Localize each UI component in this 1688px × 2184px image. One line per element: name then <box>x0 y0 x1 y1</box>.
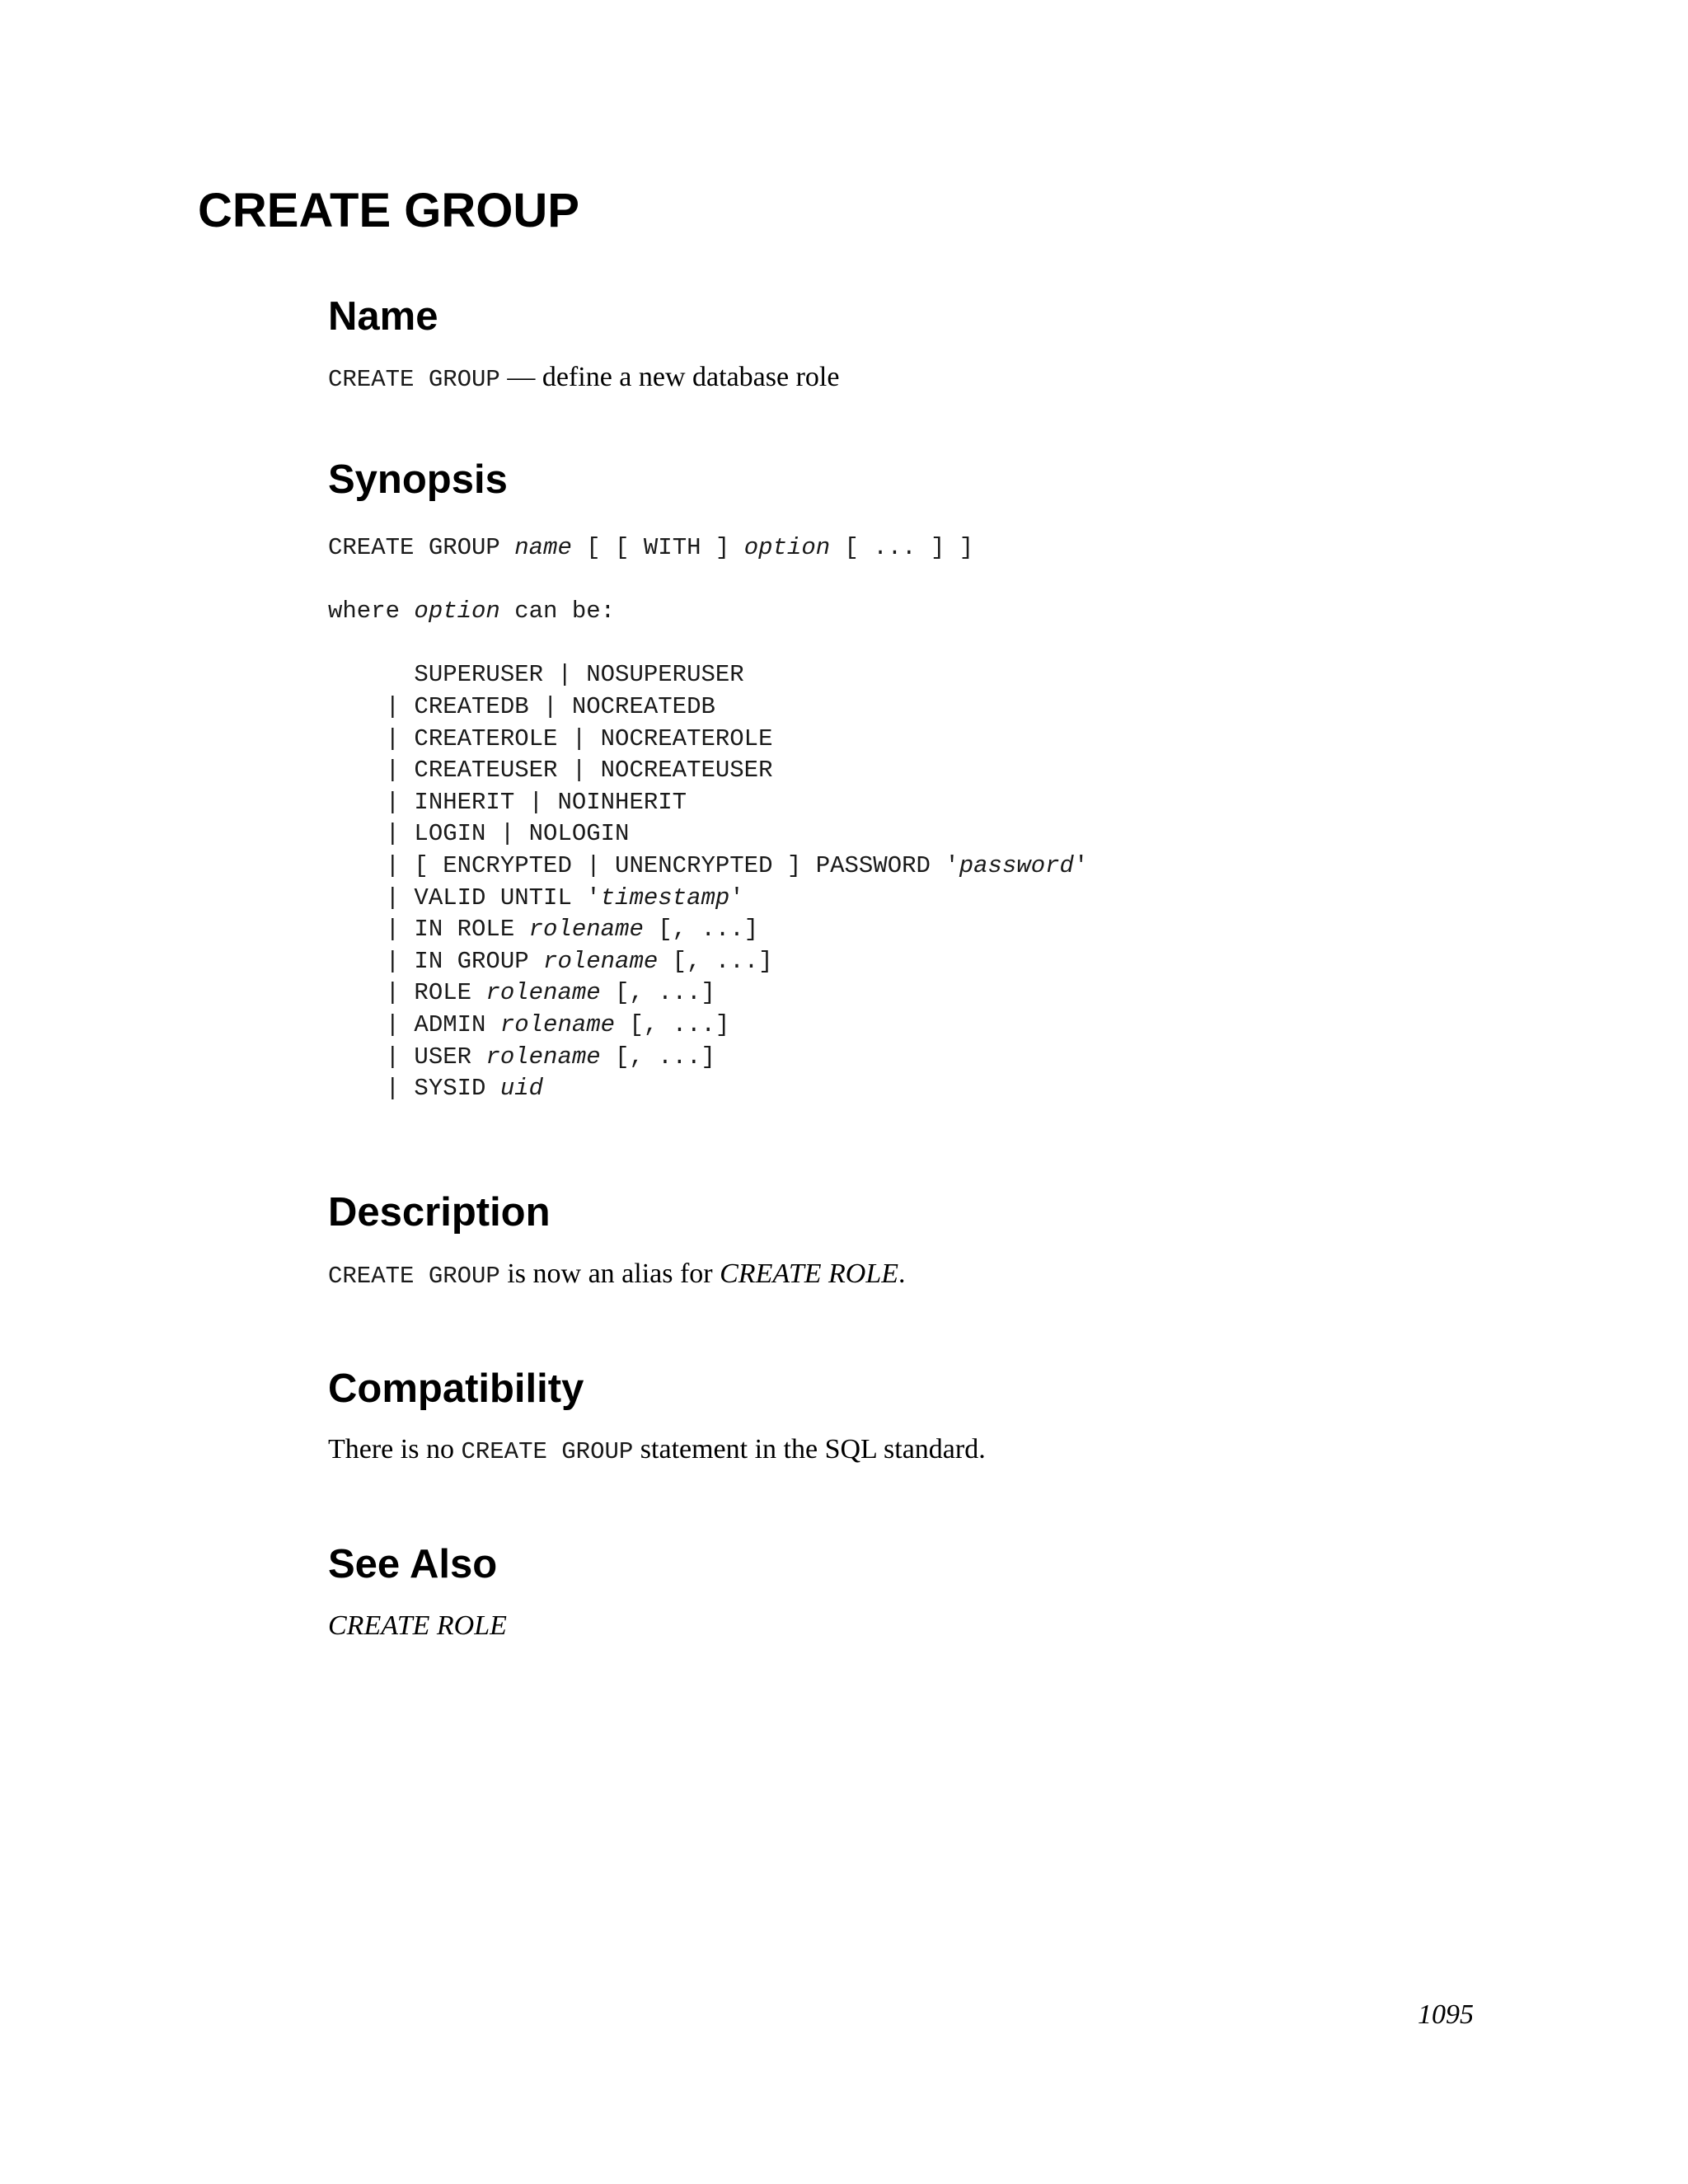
code-text: [ [ WITH ] <box>571 534 744 561</box>
create-role-link[interactable]: CREATE ROLE <box>720 1258 899 1289</box>
code-placeholder: option <box>743 534 831 561</box>
name-heading: Name <box>328 294 438 339</box>
synopsis-option-line <box>328 884 744 912</box>
code-text: | VALID UNTIL ' <box>328 883 601 912</box>
see-also-text <box>328 1607 507 1645</box>
code-placeholder: rolename <box>543 947 659 975</box>
synopsis-option-line <box>328 1043 715 1071</box>
synopsis-option-line: | LOGIN | NOLOGIN <box>328 820 630 848</box>
code-text: [, ...] <box>658 947 773 975</box>
synopsis-option-line <box>328 852 1088 879</box>
code-placeholder: rolename <box>528 916 644 944</box>
code-text: [, ...] <box>600 979 715 1007</box>
synopsis-option-line: | CREATEUSER | NOCREATEUSER <box>328 757 773 785</box>
compatibility-text-after: statement in the SQL standard. <box>633 1434 986 1465</box>
code-text: | ROLE <box>328 979 486 1007</box>
code-placeholder: rolename <box>499 1010 616 1038</box>
code-placeholder: timestamp <box>600 883 730 912</box>
code-text: [ ... ] ] <box>830 534 974 561</box>
code-text: | IN ROLE <box>328 916 529 944</box>
name-text: — define a new database role <box>499 362 840 392</box>
code-text: | IN GROUP <box>328 947 544 975</box>
synopsis-option-line <box>328 1011 729 1038</box>
description-text-after: . <box>898 1258 906 1289</box>
synopsis-option-line <box>328 979 715 1006</box>
code-placeholder: name <box>514 534 572 561</box>
synopsis-option-line: | CREATEROLE | NOCREATEROLE <box>328 724 773 752</box>
name-summary <box>328 359 839 399</box>
synopsis-line <box>328 534 973 561</box>
code-text: CREATE GROUP <box>328 534 515 561</box>
name-command: CREATE GROUP <box>328 366 500 393</box>
code-placeholder: rolename <box>485 1043 601 1071</box>
code-text: [, ...] <box>615 1010 730 1038</box>
synopsis-line <box>328 598 615 625</box>
code-text: | ADMIN <box>328 1010 500 1038</box>
synopsis-option-line: SUPERUSER | NOSUPERUSER <box>328 661 744 689</box>
compatibility-text <box>328 1431 986 1471</box>
description-heading: Description <box>328 1190 551 1235</box>
code-text: ' <box>729 883 744 912</box>
compatibility-text-before: There is no <box>328 1434 462 1465</box>
synopsis-blank-line <box>328 630 342 657</box>
description-command: CREATE GROUP <box>328 1263 500 1290</box>
code-text: where <box>328 598 415 626</box>
code-text: can be: <box>499 598 616 626</box>
page-number: 1095 <box>1418 1999 1474 2030</box>
see-also-create-role-link[interactable]: CREATE ROLE <box>328 1610 507 1641</box>
synopsis-blank-line <box>328 566 342 593</box>
code-text: [, ...] <box>600 1043 715 1071</box>
code-placeholder: uid <box>499 1075 544 1103</box>
synopsis-option-line <box>328 948 773 975</box>
synopsis-option-line: | CREATEDB | NOCREATEDB <box>328 692 715 720</box>
code-text: ' <box>1073 851 1089 879</box>
synopsis-option-line: | INHERIT | NOINHERIT <box>328 788 687 816</box>
code-text: | USER <box>328 1043 486 1071</box>
code-placeholder: password <box>959 851 1074 879</box>
synopsis-option-line <box>328 916 758 943</box>
code-text: [, ...] <box>643 916 759 944</box>
code-text: | [ ENCRYPTED | UNENCRYPTED ] PASSWORD ' <box>328 851 959 879</box>
compatibility-command: CREATE GROUP <box>461 1438 634 1465</box>
synopsis-heading: Synopsis <box>328 457 508 502</box>
code-placeholder: rolename <box>485 979 601 1007</box>
synopsis-code-block <box>328 532 1088 1105</box>
page-title: CREATE GROUP <box>198 184 579 237</box>
code-text: | SYSID <box>328 1075 500 1103</box>
description-text-before: is now an alias for <box>499 1258 720 1289</box>
synopsis-option-line <box>328 1075 543 1102</box>
compatibility-heading: Compatibility <box>328 1366 584 1411</box>
code-placeholder: option <box>414 598 500 626</box>
description-text <box>328 1255 906 1296</box>
see-also-heading: See Also <box>328 1542 498 1586</box>
